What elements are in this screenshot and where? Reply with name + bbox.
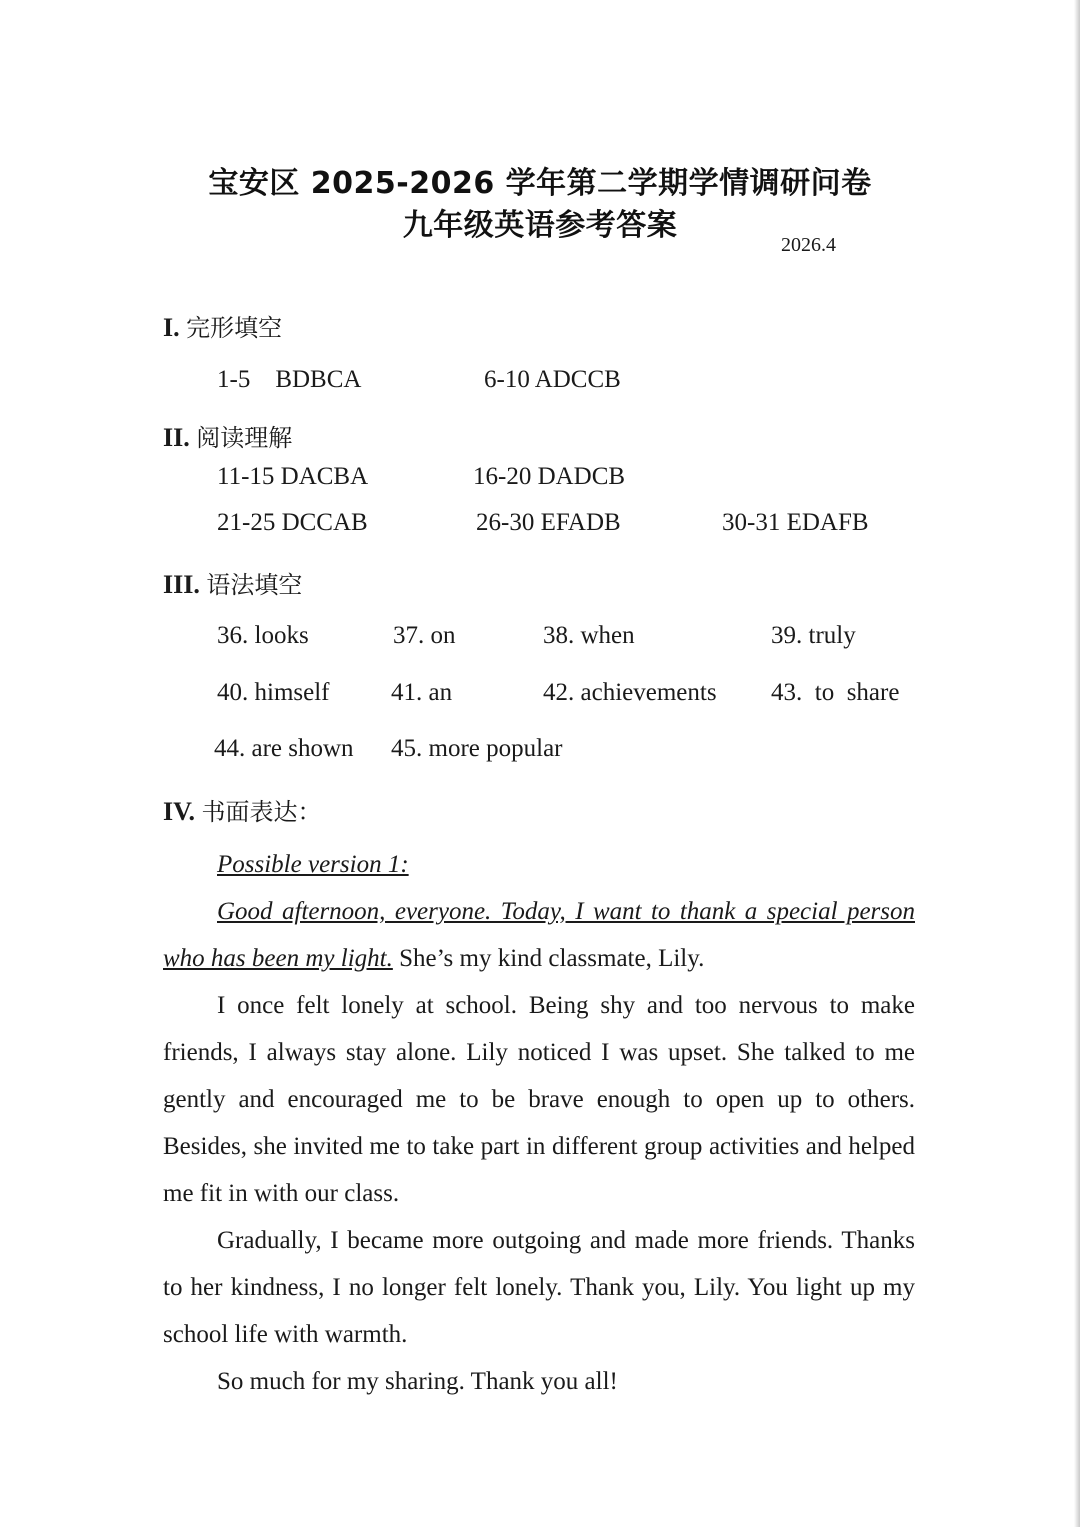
- essay: [163, 841, 915, 1405]
- section-title: 完形填空: [186, 314, 283, 342]
- answer-grammar-45: 45. more popular: [391, 735, 563, 762]
- answer-reading-16-20: 16-20 DADCB: [473, 463, 626, 490]
- page-edge-shadow: [1074, 0, 1080, 1527]
- answer-grammar-39: 39. truly: [771, 622, 856, 649]
- answer-grammar-40: 40. himself: [217, 679, 330, 706]
- page-title: 宝安区 2025-2026 学年第二学期学情调研问卷: [208, 166, 872, 201]
- essay-paragraph-3: Gradually, I became more outgoing and made more friends. Thanks to her kindness, I no longer felt lonely. Thank you, Lily. You light up my school life with warmth.: [163, 1227, 915, 1348]
- section-heading-reading: [163, 418, 292, 453]
- page-subtitle: 九年级英语参考答案: [402, 208, 678, 243]
- essay-version-label: Possible version 1:: [217, 851, 409, 878]
- section-heading-cloze: [163, 308, 282, 343]
- answer-grammar-44: 44. are shown: [214, 735, 354, 762]
- section-title: 阅读理解: [196, 424, 293, 452]
- section-heading-writing: [163, 792, 322, 827]
- essay-paragraph-4: So much for my sharing. Thank you all!: [217, 1368, 618, 1395]
- answer-cloze-6-10: 6-10 ADCCB: [484, 366, 621, 393]
- section-title: 书面表达：: [201, 798, 322, 826]
- section-number: III.: [163, 570, 200, 599]
- answer-reading-26-30: 26-30 EFADB: [476, 509, 621, 536]
- section-heading-grammar: [163, 565, 302, 600]
- answer-grammar-43: 43. to share: [771, 679, 900, 706]
- essay-paragraph-2: I once felt lonely at school. Being shy and too nervous to make friends, I always stay alone. Lily noticed I was upset. She talked to me gently and encouraged me to be brave enough to open up to others. Besides, she invited me to take part in different group activities and helped me fit in with our class.: [163, 992, 915, 1207]
- section-number: II.: [163, 423, 190, 452]
- answer-grammar-38: 38. when: [543, 622, 635, 649]
- answer-grammar-36: 36. looks: [217, 622, 309, 649]
- answer-grammar-37: 37. on: [393, 622, 456, 649]
- answer-reading-11-15: 11-15 DACBA: [217, 463, 369, 490]
- essay-paragraph-1: [163, 888, 915, 982]
- answer-grammar-42: 42. achievements: [543, 679, 717, 706]
- date: 2026.4: [781, 234, 836, 256]
- answer-reading-21-25: 21-25 DCCAB: [217, 509, 368, 536]
- essay-opening-rest: She’s my kind classmate, Lily.: [392, 945, 705, 972]
- answer-cloze-1-5: 1-5 BDBCA: [217, 366, 362, 393]
- section-number: I.: [163, 313, 180, 342]
- answer-reading-30-31: 30-31 EDAFB: [722, 509, 869, 536]
- answer-grammar-41: 41. an: [391, 679, 453, 706]
- section-title: 语法填空: [206, 571, 303, 599]
- section-number: IV.: [163, 797, 196, 826]
- essay-opening-underlined: Good afternoon, everyone. Today, I want to thank a special person who has been my light.: [163, 898, 915, 972]
